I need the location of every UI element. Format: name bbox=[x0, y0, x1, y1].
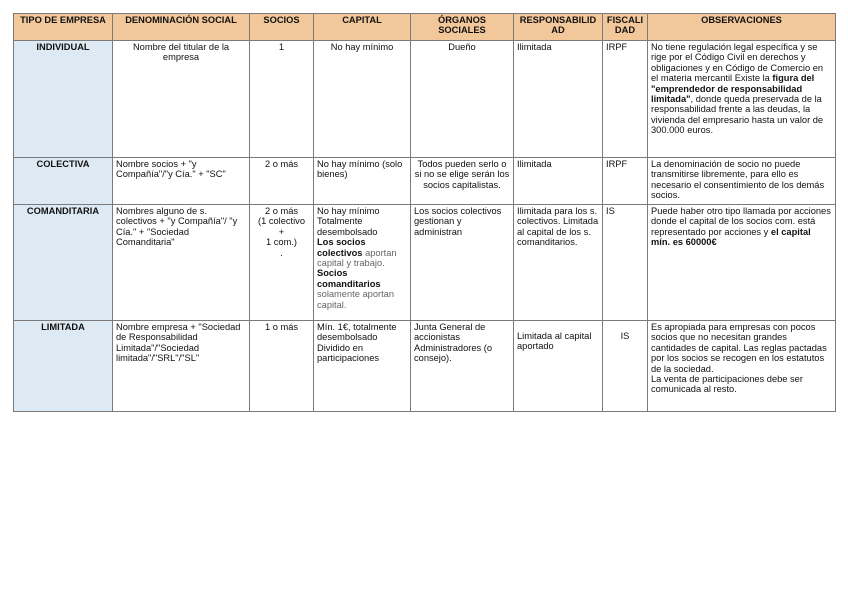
cell-responsabilidad: Ilimitada para los s. colectivos. Limitada al capital de los s. comanditarios. bbox=[514, 205, 603, 321]
obs-text: No tiene regulación legal específica y se rige por el Código Civil en derechos y obligaciones y en Código de Comercio en el materia mercantil Existe la bbox=[651, 42, 824, 84]
row-type-label: COMANDITARIA bbox=[14, 205, 113, 321]
cell-socios bbox=[250, 205, 314, 321]
cell-fiscalidad: IRPF bbox=[603, 41, 648, 158]
socios-line: 1 com.) bbox=[266, 237, 297, 248]
capital-line: No hay mínimo bbox=[317, 206, 380, 216]
cell-socios: 2 o más bbox=[250, 158, 314, 205]
cell-fiscalidad: IRPF bbox=[603, 158, 648, 205]
cell-observaciones bbox=[648, 205, 836, 321]
obs-bold-text: figura del "emprendedor de responsabilidad limitada" bbox=[651, 73, 815, 105]
capital-grey-text: aportan capital y trabajo. bbox=[317, 247, 397, 269]
header-observaciones: OBSERVACIONES bbox=[648, 14, 836, 41]
socios-line: (1 colectivo bbox=[257, 216, 306, 227]
row-type-label: LIMITADA bbox=[14, 321, 113, 412]
cell-observaciones bbox=[648, 321, 836, 412]
cell-organos: Los socios colectivos gestionan y administran bbox=[411, 205, 514, 321]
header-capital: CAPITAL bbox=[314, 14, 411, 41]
cell-capital: No hay mínimo bbox=[314, 41, 411, 158]
capital-line: Totalmente desembolsado bbox=[317, 216, 378, 237]
cell-fiscalidad: IS bbox=[603, 321, 648, 412]
cell-responsabilidad: Ilimitada bbox=[514, 41, 603, 158]
capital-bold-text: Socios comanditarios bbox=[317, 268, 381, 289]
cell-observaciones: La denominación de socio no puede transmitirse libremente, para ello es necesario el consentimiento de los demás socios. bbox=[648, 158, 836, 205]
header-fiscalidad: FISCALIDAD bbox=[603, 14, 648, 41]
table-row bbox=[14, 158, 836, 205]
header-denominacion: DENOMINACIÓN SOCIAL bbox=[113, 14, 250, 41]
header-organos: ÓRGANOS SOCIALES bbox=[411, 14, 514, 41]
socios-line: . bbox=[280, 247, 283, 258]
cell-capital: No hay mínimo (solo bienes) bbox=[314, 158, 411, 205]
row-type-label: INDIVIDUAL bbox=[14, 41, 113, 158]
cell-observaciones bbox=[648, 41, 836, 158]
cell-organos: Todos pueden serlo o si no se elige serán los socios capitalistas. bbox=[411, 158, 514, 205]
cell-socios: 1 o más bbox=[250, 321, 314, 412]
obs-bold-text: el capital mín. es 60000€ bbox=[651, 226, 811, 248]
cell-denominacion: Nombre del titular de la empresa bbox=[113, 41, 250, 158]
cell-responsabilidad: Ilimitada bbox=[514, 158, 603, 205]
table-row bbox=[14, 321, 836, 412]
cell-responsabilidad: Limitada al capital aportado bbox=[514, 321, 603, 412]
header-row bbox=[14, 14, 836, 41]
cell-denominacion: Nombres alguno de s. colectivos + "y Compañía"/ "y Cía." + "Sociedad Comanditaria" bbox=[113, 205, 250, 321]
obs-text: La venta de participaciones debe ser comunicada al resto. bbox=[651, 374, 803, 395]
socios-line: 2 o más bbox=[264, 206, 299, 216]
obs-text: Puede haber otro tipo llamada por acciones donde el capital de los socios com. está representado por acciones y bbox=[651, 206, 831, 237]
socios-line: + bbox=[278, 226, 285, 237]
cell-capital bbox=[314, 205, 411, 321]
table-row bbox=[14, 205, 836, 321]
table-row bbox=[14, 41, 836, 158]
obs-text: Es apropiada para empresas con pocos socios que no necesitan grandes cantidades de capital. Las reglas pactadas por los socios se recogen en los estatutos de la sociedad. bbox=[651, 322, 827, 374]
row-type-label: COLECTIVA bbox=[14, 158, 113, 205]
header-tipo: TIPO DE EMPRESA bbox=[14, 14, 113, 41]
obs-text: , donde queda preservada de la responsabilidad frente a las deudas, la vivienda del empresario hasta un valor de 300.000 euros. bbox=[651, 94, 824, 136]
cell-organos: Dueño bbox=[411, 41, 514, 158]
cell-fiscalidad: IS bbox=[603, 205, 648, 321]
capital-bold-text: Los socios colectivos bbox=[317, 237, 366, 258]
cell-denominacion: Nombre socios + "y Compañía"/"y Cía." + "SC" bbox=[113, 158, 250, 205]
header-responsabilidad: RESPONSABILIDAD bbox=[514, 14, 603, 41]
cell-socios: 1 bbox=[250, 41, 314, 158]
cell-capital: Mín. 1€, totalmente desembolsado Dividido en participaciones bbox=[314, 321, 411, 412]
capital-grey-text: solamente aportan capital. bbox=[317, 289, 395, 310]
header-socios: SOCIOS bbox=[250, 14, 314, 41]
cell-organos: Junta General de accionistas Administradores (o consejo). bbox=[411, 321, 514, 412]
cell-denominacion: Nombre empresa + "Sociedad de Responsabilidad Limitada"/"Sociedad limitada"/"SRL"/"SL" bbox=[113, 321, 250, 412]
business-types-table bbox=[13, 13, 836, 412]
